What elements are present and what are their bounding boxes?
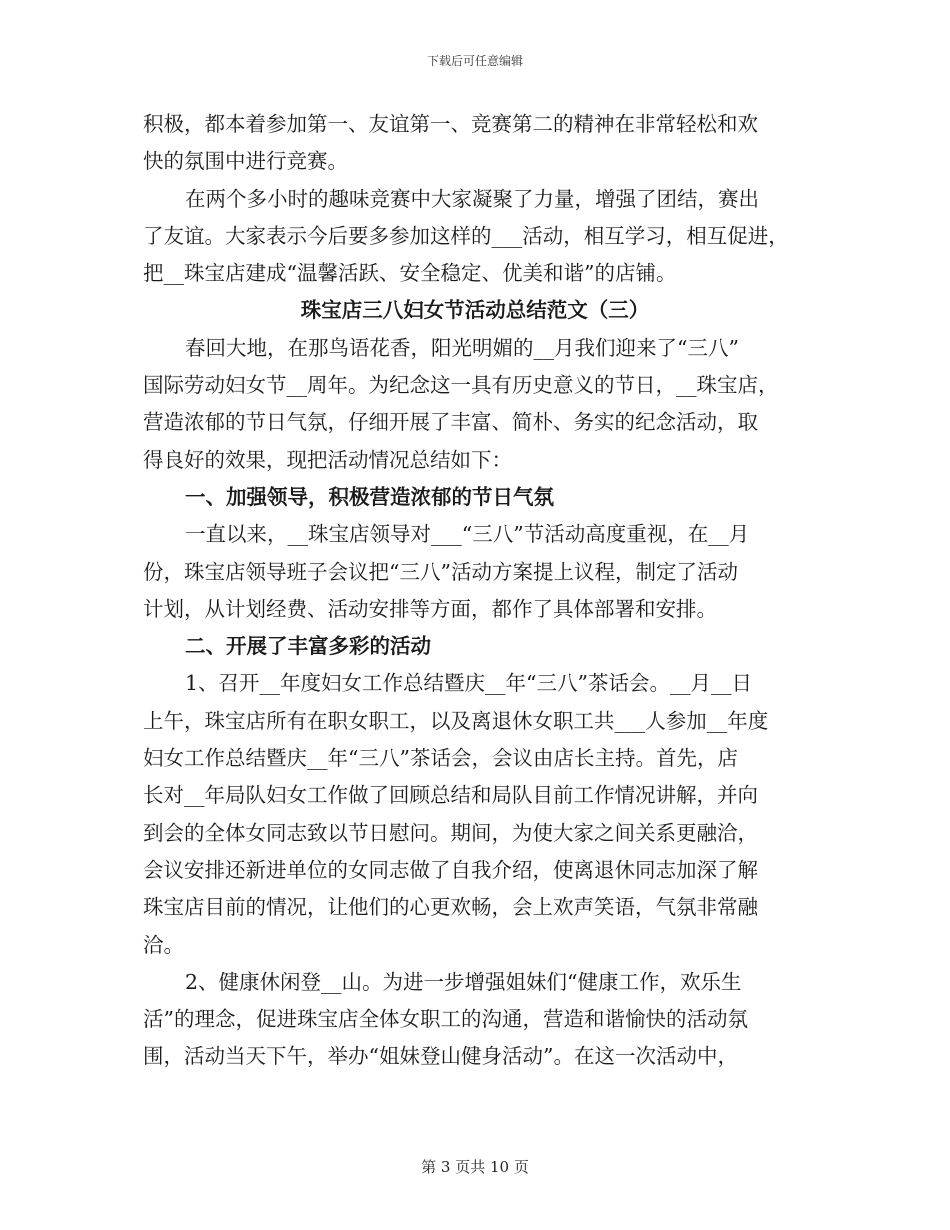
page-footer: 第 3 页共 10 页: [421, 1158, 529, 1176]
body-text-line: 在两个多小时的趣味竞赛中大家凝聚了力量，增强了团结，赛出: [185, 186, 759, 211]
body-text-line: 会议安排还新进单位的女同志做了自我介绍，使离退休同志加深了解: [143, 857, 758, 882]
body-text-line: 了友谊。大家表示今后要多参加这样的___活动，相互学习，相互促进，: [143, 223, 789, 248]
body-text-line: 上午，珠宝店所有在职女职工，以及离退休女职工共___人参加__年度: [143, 708, 769, 733]
body-text-line: 国际劳动妇女节__周年。为纪念这一具有历史意义的节日，__珠宝店，: [143, 373, 779, 398]
body-text-line: 一直以来，__珠宝店领导对___“三八”节活动高度重视，在__月: [185, 522, 750, 547]
body-text-line: 营造浓郁的节日气氛，仔细开展了丰富、简朴、务实的纪念活动，取: [143, 410, 758, 435]
body-text-line: 2、健康休闲登__山。为进一步增强姐妹们“健康工作，欢乐生: [185, 969, 742, 994]
body-text-line: 妇女工作总结暨庆__年“三八”茶话会，会议由店长主持。首先，店: [143, 746, 738, 771]
body-text-line: 长对__年局队妇女工作做了回顾总结和局队目前工作情况讲解，并向: [143, 783, 758, 808]
body-text-line: 快的氛围中进行竞赛。: [143, 149, 348, 174]
body-text-line: 珠宝店目前的情况，让他们的心更欢畅，会上欢声笑语，气氛非常融: [143, 895, 758, 920]
body-text-line: 积极，都本着参加第一、友谊第一、竞赛第二的精神在非常轻松和欢: [143, 112, 758, 136]
body-text-line: 份，珠宝店领导班子会议把“三八”活动方案提上议程，制定了活动: [143, 559, 738, 584]
body-text-line: 围，活动当天下午，举办“姐妹登山健身活动”。在这一次活动中，: [143, 1044, 738, 1069]
body-text-line: 得良好的效果，现把活动情况总结如下：: [143, 447, 512, 472]
body-text-line: 到会的全体女同志致以节日慰问。期间，为使大家之间关系更融洽，: [143, 820, 758, 845]
page-header: 下载后可任意编辑: [426, 54, 523, 68]
subsection-heading: 二、开展了丰富多彩的活动: [185, 634, 431, 659]
body-text-line: 洽。: [143, 932, 184, 957]
body-text-line: 春回大地，在那鸟语花香，阳光明媚的__月我们迎来了“三八”: [185, 335, 739, 360]
section-title: 珠宝店三八妇女节活动总结范文（三）: [300, 298, 650, 323]
body-text-line: 计划，从计划经费、活动安排等方面，都作了具体部署和安排。: [143, 596, 717, 621]
body-text-line: 把__珠宝店建成“温馨活跃、安全稳定、优美和谐”的店铺。: [143, 261, 677, 286]
body-text-line: 活”的理念，促进珠宝店全体女职工的沟通，营造和谐愉快的活动氛: [143, 1007, 748, 1032]
subsection-heading: 一、加强领导，积极营造浓郁的节日气氛: [185, 484, 554, 509]
body-text-line: 1、召开__年度妇女工作总结暨庆__年“三八”茶话会。__月__日: [185, 671, 753, 696]
document-body: [143, 106, 807, 1076]
